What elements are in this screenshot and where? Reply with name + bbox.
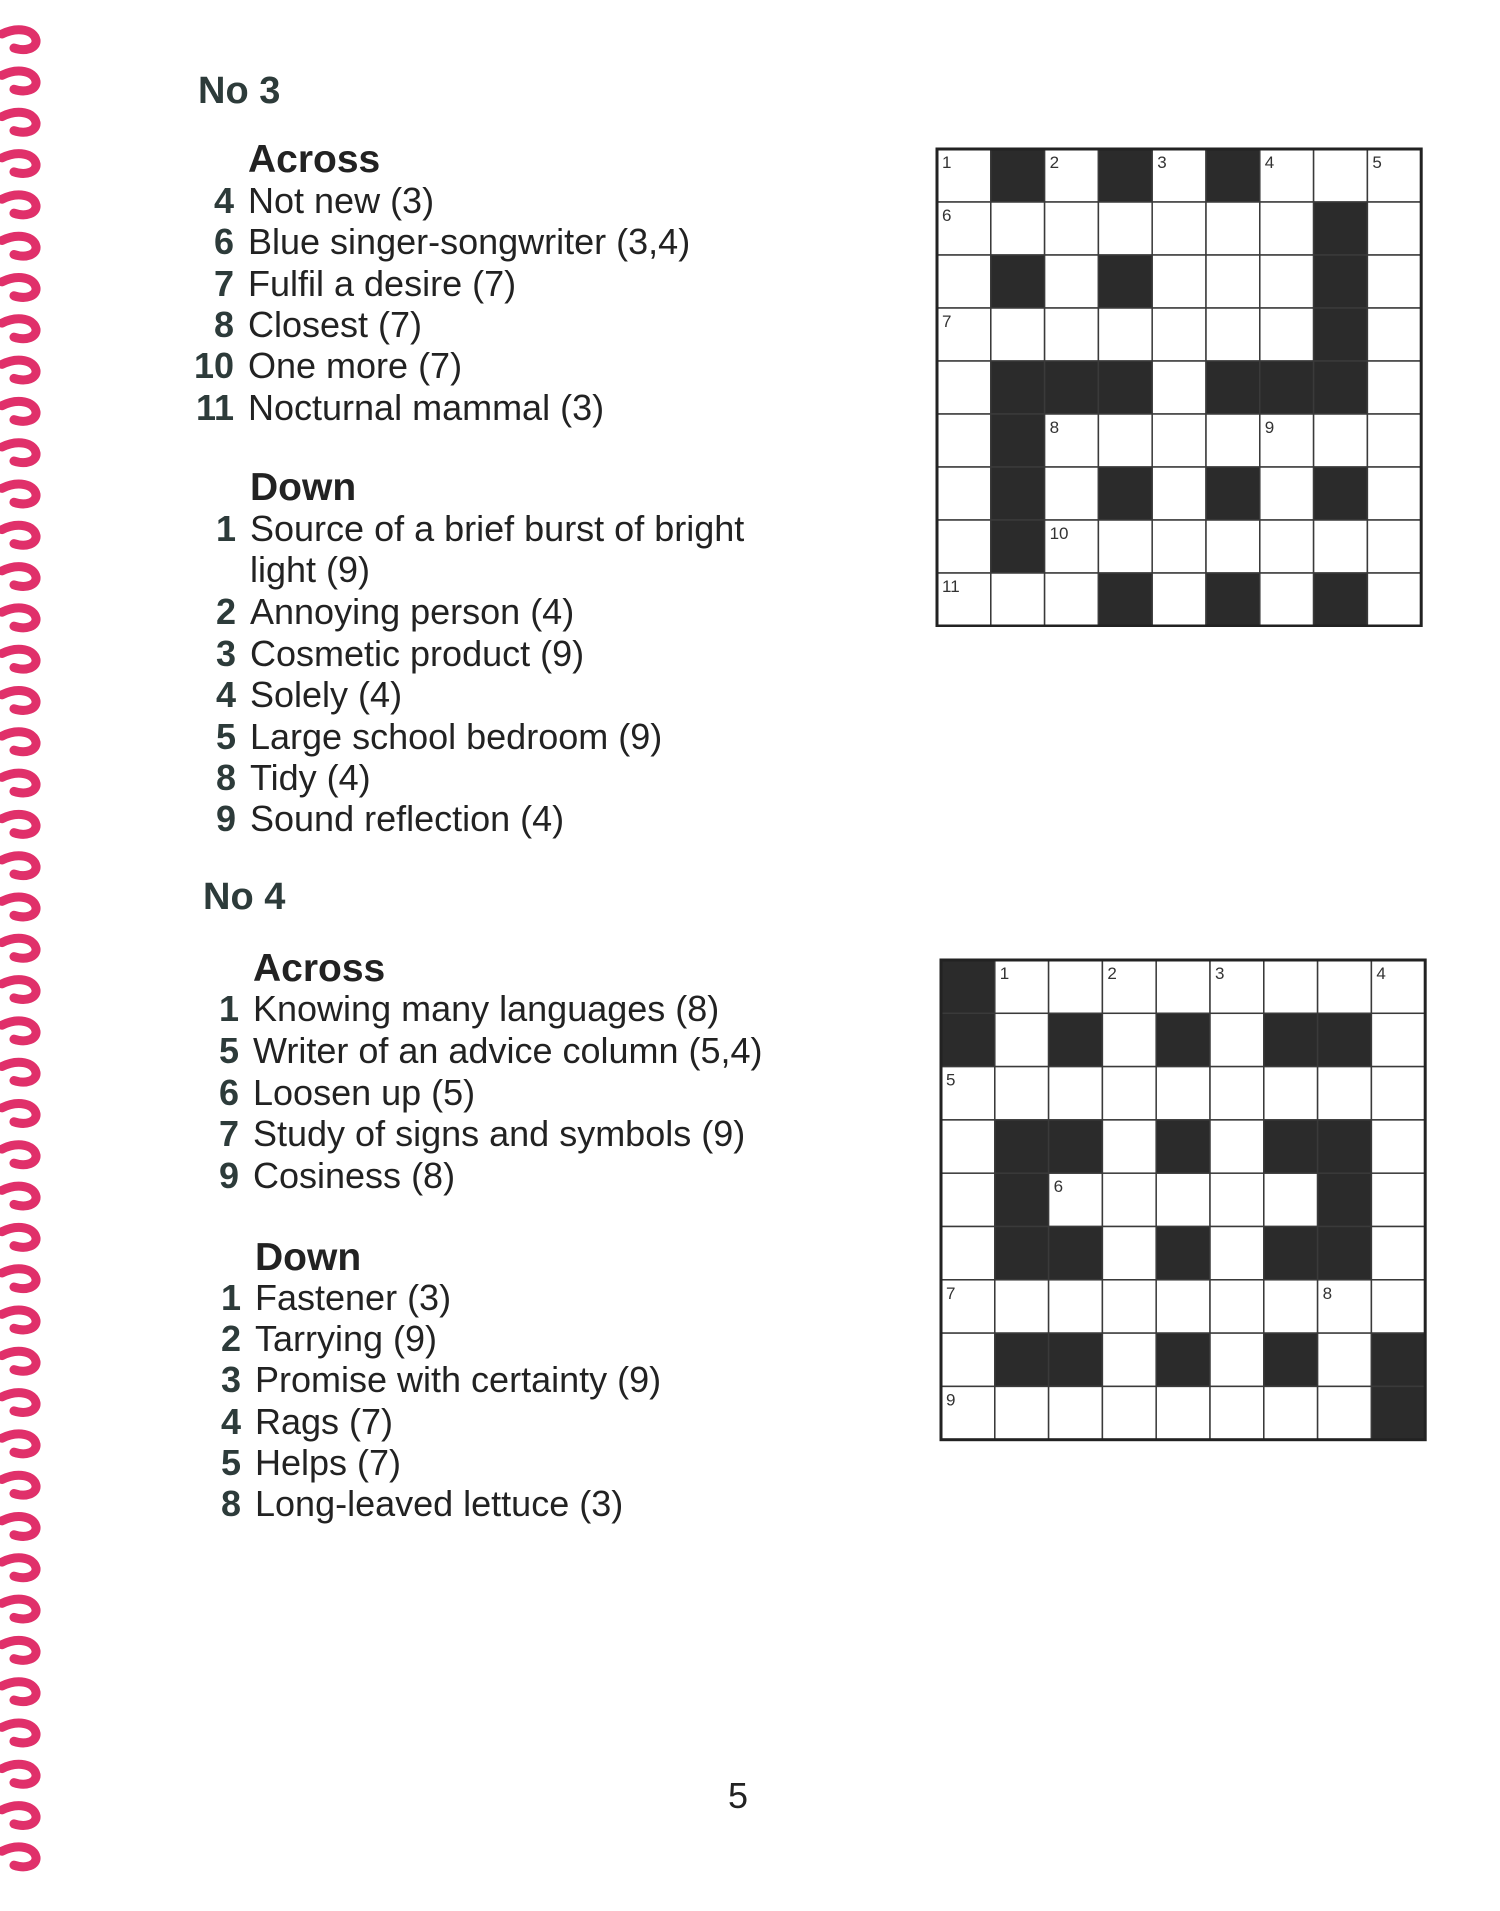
grid-cell[interactable] (1152, 520, 1206, 573)
black-square (1049, 1333, 1103, 1386)
binding-coil (2, 1310, 36, 1330)
binding-coil (2, 608, 36, 628)
grid-clue-number: 8 (1322, 1283, 1333, 1303)
black-square (1318, 1013, 1372, 1066)
clue-number: 7 (213, 262, 234, 304)
grid-cell[interactable] (1260, 255, 1314, 308)
grid-cell[interactable] (1098, 414, 1152, 467)
grid-cell[interactable] (1206, 308, 1260, 361)
binding-coil (2, 1351, 36, 1371)
binding-coil (2, 278, 36, 298)
binding-coil (2, 980, 36, 1000)
grid-clue-number: 10 (1049, 524, 1069, 543)
grid-clue-number: 2 (1049, 153, 1060, 172)
black-square (1098, 361, 1152, 414)
grid-cell[interactable] (1260, 520, 1314, 573)
black-square (1371, 1333, 1425, 1386)
black-square (941, 960, 995, 1013)
grid-clue-number: 11 (942, 577, 960, 596)
black-square (1371, 1386, 1425, 1439)
binding-coil (2, 319, 36, 339)
binding-coil (2, 1847, 36, 1867)
grid-cell[interactable] (1045, 255, 1099, 308)
binding-coil (2, 1764, 36, 1784)
black-square (1098, 467, 1152, 520)
binding-coil (2, 1806, 36, 1826)
clue-text: Sound reflection (4) (250, 798, 565, 840)
down-clue (220, 1400, 394, 1443)
down-clue (220, 1318, 438, 1360)
clue-number: 1 (215, 508, 236, 549)
grid-cell[interactable] (1045, 467, 1099, 520)
clue-number: 9 (218, 1155, 239, 1197)
grid-cell[interactable] (1367, 308, 1421, 361)
grid-cell[interactable] (1367, 255, 1421, 308)
grid-cell[interactable] (1367, 202, 1421, 255)
across-heading: Across (253, 947, 386, 990)
grid-cell[interactable] (1210, 1386, 1264, 1439)
black-square (991, 149, 1045, 202)
grid-cell[interactable] (941, 1227, 995, 1280)
across-clue (193, 345, 463, 387)
black-square (941, 1013, 995, 1066)
grid-cell[interactable] (1152, 255, 1206, 308)
puzzle-title: No 3 (198, 70, 281, 112)
grid-cell[interactable] (1102, 1013, 1156, 1066)
crossword-grid (939, 958, 1427, 1442)
grid-clue-number: 4 (1264, 153, 1275, 172)
black-square (1156, 1333, 1210, 1386)
grid-cell[interactable] (1206, 202, 1260, 255)
clue-number: 6 (218, 1071, 239, 1113)
binding-coil (2, 401, 36, 421)
grid-cell[interactable] (1152, 361, 1206, 414)
clue-number: 8 (220, 1483, 241, 1524)
clue-text: Closest (7) (248, 303, 423, 345)
grid-clue-number: 5 (1372, 153, 1382, 172)
binding-coil (2, 1104, 36, 1124)
black-square (1264, 1227, 1318, 1280)
across-clue (218, 988, 720, 1030)
down-clue (220, 1277, 452, 1319)
binding-coil (2, 938, 36, 958)
spiral-binding-icon (0, 0, 44, 1906)
grid-cell[interactable] (1049, 1067, 1103, 1120)
clue-number: 5 (220, 1441, 241, 1483)
clue-text: Study of signs and symbols (9) (253, 1113, 746, 1155)
black-square (995, 1173, 1049, 1226)
clue-number: 2 (215, 591, 236, 633)
crossword-grid (935, 147, 1423, 627)
black-square (991, 361, 1045, 414)
black-square (1049, 1013, 1103, 1066)
across-clue (195, 386, 605, 429)
grid-cell[interactable] (1049, 1280, 1103, 1333)
clue-text: Helps (7) (255, 1441, 402, 1483)
grid-clue-number: 4 (1376, 964, 1386, 983)
binding-coil (2, 773, 36, 793)
grid-cell[interactable] (1210, 1067, 1264, 1120)
grid-cell[interactable] (1367, 414, 1421, 467)
binding-coil (2, 691, 36, 711)
binding-coil (2, 1393, 36, 1413)
binding-coil (2, 484, 36, 504)
binding-coil (2, 567, 36, 587)
binding-coil (2, 236, 36, 256)
grid-cell[interactable] (1098, 520, 1152, 573)
grid-cell[interactable] (1045, 202, 1099, 255)
clue-number: 6 (213, 221, 234, 263)
grid-cell[interactable] (1314, 520, 1368, 573)
grid-cell[interactable] (1367, 573, 1421, 626)
grid-cell[interactable] (1102, 1173, 1156, 1226)
down-clue (220, 1483, 624, 1525)
grid-cell[interactable] (1371, 1227, 1425, 1280)
page-number: 5 (728, 1775, 749, 1816)
down-clue (220, 1359, 662, 1401)
clue-number: 5 (218, 1029, 239, 1071)
clue-number: 5 (215, 715, 236, 757)
clue-text: Large school bedroom (9) (250, 715, 663, 757)
grid-clue-number: 6 (942, 206, 952, 225)
black-square (1049, 1120, 1103, 1173)
across-clue (213, 262, 517, 305)
grid-cell[interactable] (1371, 1173, 1425, 1226)
grid-cell[interactable] (1371, 1013, 1425, 1066)
black-square (1206, 573, 1260, 626)
spiral-binding (0, 0, 44, 1906)
grid-cell[interactable] (1049, 1386, 1103, 1439)
black-square (1264, 1120, 1318, 1173)
grid-cell[interactable] (1260, 573, 1314, 626)
grid-cell[interactable] (1102, 1067, 1156, 1120)
binding-coil (2, 525, 36, 545)
binding-coil (2, 649, 36, 669)
grid-cell[interactable] (1102, 1333, 1156, 1386)
grid-cell[interactable] (1156, 1067, 1210, 1120)
grid-cell[interactable] (1314, 149, 1368, 202)
grid-cell[interactable] (1206, 255, 1260, 308)
grid-clue-number: 8 (1049, 418, 1060, 437)
grid-cell[interactable] (991, 202, 1045, 255)
clue-number: 8 (213, 303, 234, 345)
down-clue (215, 757, 371, 799)
grid-cell[interactable] (1206, 520, 1260, 573)
grid-cell[interactable] (1156, 1280, 1210, 1333)
grid-cell[interactable] (1264, 1280, 1318, 1333)
grid-cell[interactable] (995, 1386, 1049, 1439)
clue-number: 3 (220, 1359, 241, 1401)
across-clue (213, 303, 423, 346)
clue-text: Not new (3) (248, 180, 435, 221)
binding-coil (2, 1517, 36, 1537)
grid-cell[interactable] (1152, 414, 1206, 467)
black-square (995, 1227, 1049, 1280)
binding-coil (2, 1558, 36, 1578)
grid-cell[interactable] (1264, 960, 1318, 1013)
grid-cell[interactable] (941, 1120, 995, 1173)
down-clue (220, 1441, 402, 1484)
binding-coil (2, 71, 36, 91)
across-heading: Across (248, 138, 381, 181)
binding-coil (2, 1640, 36, 1660)
down-heading: Down (250, 466, 357, 509)
grid-cell[interactable] (1210, 1013, 1264, 1066)
grid-cell[interactable] (1318, 1067, 1372, 1120)
black-square (1264, 1013, 1318, 1066)
clue-number: 4 (213, 180, 234, 221)
clue-text: Tarrying (9) (255, 1318, 438, 1360)
clue-text: Source of a brief burst of bright light (9) (250, 508, 745, 590)
clue-number: 7 (218, 1113, 239, 1155)
down-clue (215, 591, 575, 633)
grid-cell[interactable] (1260, 202, 1314, 255)
clue-text: Cosiness (8) (253, 1155, 456, 1197)
across-clue (218, 1113, 746, 1155)
grid-cell[interactable] (1102, 1386, 1156, 1439)
clue-text: Promise with certainty (9) (255, 1359, 662, 1401)
clue-number: 10 (193, 345, 234, 387)
binding-coil (2, 814, 36, 834)
clue-number: 4 (215, 674, 236, 716)
grid-cell[interactable] (1318, 1386, 1372, 1439)
grid-cell[interactable] (1210, 1333, 1264, 1386)
clue-text: Solely (4) (250, 674, 403, 716)
down-clue (215, 674, 403, 716)
grid-cell[interactable] (1152, 467, 1206, 520)
grid-cell[interactable] (1264, 1386, 1318, 1439)
grid-cell[interactable] (995, 1013, 1049, 1066)
grid-clue-number: 3 (1215, 964, 1225, 983)
grid-cell[interactable] (1156, 1386, 1210, 1439)
binding-coil (2, 112, 36, 132)
down-clue (215, 798, 565, 840)
clue-text: Loosen up (5) (253, 1071, 476, 1113)
black-square (1206, 467, 1260, 520)
across-clue (218, 1071, 476, 1114)
binding-coil (2, 195, 36, 215)
grid-cell[interactable] (1102, 1120, 1156, 1173)
black-square (1098, 149, 1152, 202)
black-square (1045, 361, 1099, 414)
clue-text: Tidy (4) (250, 757, 371, 798)
binding-coil (2, 154, 36, 174)
black-square (1264, 1333, 1318, 1386)
binding-coil (2, 732, 36, 752)
binding-coil (2, 1723, 36, 1743)
black-square (1314, 308, 1368, 361)
grid-cell[interactable] (1045, 308, 1099, 361)
grid-cell[interactable] (1210, 1173, 1264, 1226)
binding-coil (2, 30, 36, 50)
grid-cell[interactable] (1206, 414, 1260, 467)
black-square (1318, 1173, 1372, 1226)
binding-coil (2, 1062, 36, 1082)
black-square (1098, 573, 1152, 626)
binding-coil (2, 1227, 36, 1247)
grid-clue-number: 2 (1107, 964, 1117, 983)
binding-coil (2, 1682, 36, 1702)
clue-number: 1 (220, 1277, 241, 1318)
grid-cell[interactable] (1371, 1067, 1425, 1120)
grid-cell[interactable] (937, 467, 991, 520)
grid-cell[interactable] (941, 1333, 995, 1386)
grid-cell[interactable] (1156, 1173, 1210, 1226)
clue-number: 11 (195, 386, 234, 428)
black-square (991, 255, 1045, 308)
grid-clue-number: 7 (942, 312, 952, 331)
clue-text: Blue singer-songwriter (3,4) (248, 221, 691, 263)
black-square (1260, 361, 1314, 414)
down-clue (215, 715, 663, 758)
black-square (1314, 573, 1368, 626)
grid-cell[interactable] (1098, 202, 1152, 255)
grid-cell[interactable] (1098, 308, 1152, 361)
binding-coil (2, 856, 36, 876)
grid-cell[interactable] (937, 414, 991, 467)
grid-clue-number: 9 (1264, 418, 1275, 437)
black-square (1314, 361, 1368, 414)
clue-text: Fastener (3) (255, 1277, 452, 1318)
grid-cell[interactable] (1264, 1067, 1318, 1120)
grid-cell[interactable] (1367, 361, 1421, 414)
black-square (995, 1120, 1049, 1173)
clue-number: 3 (215, 632, 236, 674)
grid-cell[interactable] (1102, 1227, 1156, 1280)
grid-cell[interactable] (1210, 1227, 1264, 1280)
grid-cell[interactable] (1371, 1280, 1425, 1333)
down-clue (215, 508, 810, 590)
grid-clue-number: 1 (942, 153, 952, 172)
clue-text: Knowing many languages (8) (253, 988, 720, 1029)
clue-number: 8 (215, 757, 236, 798)
grid-cell[interactable] (1049, 960, 1103, 1013)
grid-cell[interactable] (991, 573, 1045, 626)
binding-coil (2, 1145, 36, 1165)
black-square (995, 1333, 1049, 1386)
grid-cell[interactable] (1371, 1120, 1425, 1173)
binding-coil (2, 1186, 36, 1206)
black-square (1314, 255, 1368, 308)
grid-cell[interactable] (937, 520, 991, 573)
grid-cell[interactable] (1314, 414, 1368, 467)
black-square (1206, 361, 1260, 414)
black-square (991, 414, 1045, 467)
grid-clue-number: 6 (1053, 1177, 1064, 1197)
binding-coil (2, 1475, 36, 1495)
binding-coil (2, 360, 36, 380)
grid-cell[interactable] (1152, 308, 1206, 361)
binding-coil (2, 1599, 36, 1619)
clue-text: Cosmetic product (9) (250, 632, 585, 674)
black-square (1156, 1120, 1210, 1173)
grid-cell[interactable] (1045, 573, 1099, 626)
binding-coil (2, 1021, 36, 1041)
black-square (991, 520, 1045, 573)
clue-number: 2 (220, 1318, 241, 1360)
grid-cell[interactable] (937, 255, 991, 308)
grid-cell[interactable] (1156, 960, 1210, 1013)
clue-number: 9 (215, 798, 236, 840)
grid-clue-number: 5 (946, 1070, 956, 1090)
clue-text: Nocturnal mammal (3) (248, 386, 605, 428)
binding-coil (2, 443, 36, 463)
grid-cell[interactable] (1152, 202, 1206, 255)
binding-coil (2, 1434, 36, 1454)
grid-cell[interactable] (1210, 1280, 1264, 1333)
clue-number: 1 (218, 988, 239, 1029)
across-clue (218, 1029, 763, 1072)
black-square (1049, 1227, 1103, 1280)
clue-text: Fulfil a desire (7) (248, 262, 517, 304)
grid-clue-number: 9 (946, 1390, 956, 1410)
clue-text: Writer of an advice column (5,4) (253, 1029, 763, 1071)
grid-clue-number: 3 (1157, 153, 1167, 172)
black-square (991, 467, 1045, 520)
grid-cell[interactable] (1260, 308, 1314, 361)
clue-text: Rags (7) (255, 1400, 394, 1442)
binding-coil (2, 897, 36, 917)
across-clue (213, 180, 435, 222)
grid-cell[interactable] (1260, 467, 1314, 520)
grid-cell[interactable] (937, 361, 991, 414)
black-square (1314, 202, 1368, 255)
clue-text: One more (7) (248, 345, 463, 387)
across-clue (213, 221, 691, 263)
grid-cell[interactable] (991, 308, 1045, 361)
grid-cell[interactable] (1152, 573, 1206, 626)
clue-text: Annoying person (4) (250, 591, 575, 633)
down-heading: Down (255, 1236, 362, 1279)
puzzle-title: No 4 (203, 876, 286, 918)
grid-cell[interactable] (995, 1280, 1049, 1333)
grid-cell[interactable] (1367, 467, 1421, 520)
grid-cell[interactable] (1264, 1173, 1318, 1226)
grid-cell[interactable] (941, 1173, 995, 1226)
grid-cell[interactable] (1102, 1280, 1156, 1333)
clue-text: Long-leaved lettuce (3) (255, 1483, 624, 1524)
grid-clue-number: 7 (946, 1283, 956, 1303)
grid-clue-number: 1 (999, 964, 1010, 983)
black-square (1098, 255, 1152, 308)
black-square (1314, 467, 1368, 520)
black-square (1156, 1013, 1210, 1066)
down-clue (215, 632, 585, 675)
grid-cell[interactable] (1367, 520, 1421, 573)
grid-cell[interactable] (1210, 1120, 1264, 1173)
black-square (1206, 149, 1260, 202)
across-clue (218, 1155, 456, 1197)
clue-number: 4 (220, 1400, 241, 1442)
black-square (1318, 1227, 1372, 1280)
grid-cell[interactable] (1318, 960, 1372, 1013)
grid-cell[interactable] (995, 1067, 1049, 1120)
black-square (1318, 1120, 1372, 1173)
binding-coil (2, 1269, 36, 1289)
grid-cell[interactable] (1318, 1333, 1372, 1386)
black-square (1156, 1227, 1210, 1280)
